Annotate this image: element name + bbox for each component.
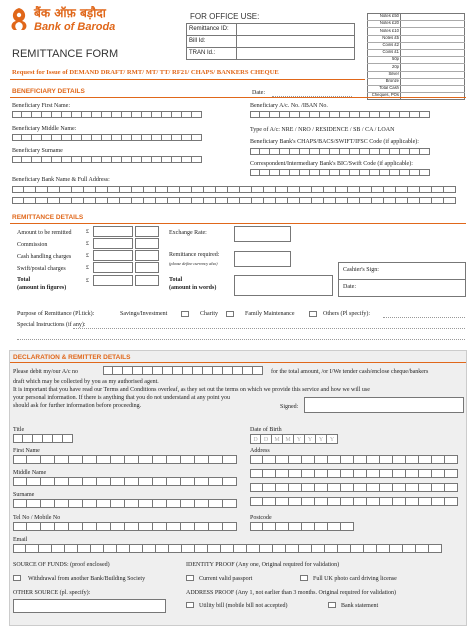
cash-handling-label: Cash handling charges bbox=[17, 254, 72, 260]
dob-input[interactable] bbox=[250, 434, 338, 444]
pence-cell-1[interactable] bbox=[135, 226, 159, 237]
ask-text: should ask for further information before proceeding. bbox=[13, 403, 142, 409]
notes-row-label: Bronze bbox=[385, 78, 399, 83]
brand-hindi: बैंक ऑफ़ बड़ौदा bbox=[34, 6, 106, 20]
licence-label: Full UK photo card driving license bbox=[313, 576, 397, 582]
pence-cell-4[interactable] bbox=[135, 262, 159, 273]
surname-input[interactable] bbox=[13, 499, 237, 508]
amount-cell-3[interactable] bbox=[93, 250, 133, 261]
ben-middle-label: Beneficiary Middle Name: bbox=[12, 126, 77, 132]
ben-acno-input[interactable] bbox=[250, 111, 430, 118]
identity-label: IDENTITY PROOF (Any one, Original required for validation) bbox=[186, 562, 340, 568]
title-label: Title bbox=[13, 427, 25, 433]
dob-cell[interactable]: Y bbox=[316, 434, 327, 444]
cashier-label: Cashier's Sign: bbox=[343, 267, 379, 273]
source-label: SOURCE OF FUNDS: (proof enclosed) bbox=[13, 562, 110, 568]
total-words-sub-label: (amount in words) bbox=[169, 285, 217, 291]
currency-sign: £ bbox=[86, 278, 89, 284]
draft-text: draft which may be collected by you as my authorised agent. bbox=[13, 379, 159, 385]
address-input-3[interactable] bbox=[250, 483, 458, 492]
remittance-id-label: Remittance ID: bbox=[189, 26, 229, 32]
middle-name-input[interactable] bbox=[13, 477, 237, 486]
exchange-rate-input[interactable] bbox=[234, 226, 291, 242]
ben-bank-input-2[interactable] bbox=[12, 197, 456, 204]
utility-checkbox[interactable] bbox=[186, 602, 194, 608]
dob-cell[interactable]: M bbox=[283, 434, 294, 444]
remittance-required-input[interactable] bbox=[234, 251, 291, 267]
utility-label: Utility bill (mobile bill not accepted) bbox=[199, 603, 288, 609]
bill-id-label: Bill Id: bbox=[189, 38, 206, 44]
address-input-1[interactable] bbox=[250, 455, 458, 464]
first-name-label: First Name bbox=[13, 448, 40, 454]
address-input-4[interactable] bbox=[250, 497, 458, 506]
amount-cell-1[interactable] bbox=[93, 226, 133, 237]
licence-checkbox[interactable] bbox=[300, 575, 308, 581]
currency-sign: £ bbox=[86, 229, 89, 235]
savings-checkbox[interactable] bbox=[181, 311, 189, 317]
debit-continued: for the total amount, /or I/We tender cash/enclose cheque/bankers bbox=[271, 369, 429, 375]
charity-checkbox[interactable] bbox=[226, 311, 234, 317]
amount-label: Amount to be remitted bbox=[17, 230, 72, 236]
form-title: REMITTANCE FORM bbox=[12, 48, 119, 60]
bank-logo-icon bbox=[8, 6, 30, 32]
charity-label: Charity bbox=[200, 311, 218, 317]
ben-surname-label: Beneficiary Surname bbox=[12, 148, 63, 154]
ben-first-label: Beneficiary First Name: bbox=[12, 103, 70, 109]
ben-bank-input-1[interactable] bbox=[12, 186, 456, 193]
required-sub-label: (please define currency also) bbox=[169, 261, 218, 266]
ben-middle-name-input[interactable] bbox=[12, 134, 202, 141]
dob-cell[interactable]: D bbox=[250, 434, 261, 444]
notes-row-label: Notes £10 bbox=[379, 27, 399, 33]
family-label: Family Maintenance bbox=[245, 311, 295, 317]
amount-cell-2[interactable] bbox=[93, 238, 133, 249]
dob-cell[interactable]: Y bbox=[294, 434, 305, 444]
declaration-heading: DECLARATION & REMITTER DETAILS bbox=[13, 354, 131, 361]
required-label: Remittance required: bbox=[169, 252, 220, 258]
middle-name-label: Middle Name bbox=[13, 470, 47, 476]
ben-corr-label: Correspondent/Intermediary Bank's BIC/Swift Code (if applicable): bbox=[250, 161, 413, 167]
tel-input[interactable] bbox=[13, 522, 237, 531]
swift-charges-label: Swift/postal charges bbox=[17, 266, 66, 272]
email-input[interactable] bbox=[13, 544, 442, 553]
dob-cell[interactable]: M bbox=[272, 434, 283, 444]
notes-row-label: Cheques, POs bbox=[371, 92, 399, 98]
first-name-input[interactable] bbox=[13, 455, 237, 464]
ben-type-label: Type of A/c: NRE / NRO / RESIDENCE / SB / CA / LOAN bbox=[250, 127, 395, 133]
passport-checkbox[interactable] bbox=[186, 575, 194, 581]
signed-label: Signed: bbox=[280, 404, 299, 410]
notes-row-label: 20p bbox=[392, 63, 399, 69]
ben-chaps-input[interactable] bbox=[250, 148, 430, 155]
address-label: Address bbox=[250, 448, 270, 454]
amount-cell-4[interactable] bbox=[93, 262, 133, 273]
notes-row-label: Notes £20 bbox=[379, 20, 399, 26]
total-words-label: Total bbox=[169, 277, 183, 283]
ben-bank-label: Beneficiary Bank Name & Full Address: bbox=[12, 177, 110, 183]
email-label: Email bbox=[13, 537, 28, 543]
currency-sign: £ bbox=[86, 253, 89, 259]
currency-sign: £ bbox=[86, 265, 89, 271]
notes-row-label: Notes £5 bbox=[382, 34, 399, 40]
pence-cell-2[interactable] bbox=[135, 238, 159, 249]
exchange-label: Exchange Rate: bbox=[169, 230, 207, 236]
ben-surname-input[interactable] bbox=[12, 156, 202, 163]
amount-cell-5[interactable] bbox=[93, 275, 133, 286]
total-label: Total bbox=[17, 277, 31, 283]
pence-cell-3[interactable] bbox=[135, 250, 159, 261]
statement-label: Bank statement bbox=[341, 603, 379, 609]
ben-acno-label: Beneficiary A/c. No. /IBAN No. bbox=[250, 103, 328, 109]
ben-first-name-input[interactable] bbox=[12, 111, 202, 118]
ben-corr-input[interactable] bbox=[250, 169, 430, 176]
postcode-input[interactable] bbox=[250, 522, 354, 531]
cashier-date-label: Date: bbox=[343, 284, 356, 290]
office-title: FOR OFFICE USE: bbox=[190, 12, 260, 21]
withdrawal-label: Withdrawal from another Bank/Building Society bbox=[28, 576, 146, 582]
other-source-label: OTHER SOURCE (pl. specify): bbox=[13, 590, 91, 596]
debit-label: Please debit my/our A/c no bbox=[13, 369, 78, 375]
other-source-input[interactable] bbox=[13, 599, 166, 613]
brand-english: Bank of Baroda bbox=[34, 21, 116, 33]
important-text: It is important that you have read our Terms and Conditions overleaf, as they set out the terms on which we provide this service and how we will use bbox=[13, 387, 370, 393]
total-sub-label: (amount in figures) bbox=[17, 285, 67, 291]
tran-id-label: TRAN Id.: bbox=[189, 50, 216, 56]
withdrawal-checkbox[interactable] bbox=[13, 575, 21, 581]
notes-row-label: Total Cash bbox=[379, 85, 399, 91]
dob-cell[interactable]: Y bbox=[305, 434, 316, 444]
address-proof-label: ADDRESS PROOF (Any 1, not earlier than 3 months. Original required for validation) bbox=[186, 590, 396, 596]
request-title: Request for Issue of DEMAND DRAFT/ RMT/ MT/ TT/ RF21/ CHAPS/ BANKERS CHEQUE bbox=[12, 69, 279, 76]
remittance-heading: REMITTANCE DETAILS bbox=[12, 214, 84, 221]
debit-account-input[interactable] bbox=[103, 366, 263, 375]
purpose-label: Purpose of Remittance (Pl.tick): bbox=[17, 311, 95, 317]
ben-chaps-label: Beneficiary Bank's CHAPS/BACS/SWIFT/IFSC Code (if applicable): bbox=[250, 139, 419, 145]
pence-cell-5[interactable] bbox=[135, 275, 159, 286]
notes-row-label: Coins £1 bbox=[382, 49, 399, 55]
family-checkbox[interactable] bbox=[309, 311, 317, 317]
surname-label: Surname bbox=[13, 492, 35, 498]
statement-checkbox[interactable] bbox=[328, 602, 336, 608]
notes-row-label: 50p bbox=[392, 56, 399, 62]
others-label: Others (Pl specify): bbox=[323, 311, 370, 317]
tel-label: Tel No / Mobile No bbox=[13, 515, 61, 521]
total-words-input[interactable] bbox=[234, 275, 333, 296]
commission-label: Commission bbox=[17, 242, 48, 248]
notes-row-label: Coins £2 bbox=[382, 42, 399, 47]
address-input-2[interactable] bbox=[250, 469, 458, 478]
savings-label: Savings/Investment bbox=[120, 311, 168, 317]
notes-row-label: Silver bbox=[388, 70, 399, 76]
ben-date-label: Date: bbox=[252, 90, 265, 96]
passport-label: Current valid passport bbox=[199, 576, 253, 582]
postcode-label: Postcode bbox=[250, 515, 272, 521]
notes-row-label: Notes £50 bbox=[379, 13, 399, 19]
dob-cell[interactable]: Y bbox=[327, 434, 338, 444]
info-text: your personal information. If there is anything that you do not understand at any point you bbox=[13, 395, 230, 401]
dob-label: Date of Birth bbox=[250, 427, 282, 433]
special-label: Special Instructions (if any): bbox=[17, 322, 86, 328]
dob-cell[interactable]: D bbox=[261, 434, 272, 444]
signature-input[interactable] bbox=[304, 397, 464, 413]
currency-sign: £ bbox=[86, 241, 89, 247]
beneficiary-heading: BENEFICIARY DETAILS bbox=[12, 88, 85, 95]
title-input[interactable] bbox=[13, 434, 73, 443]
